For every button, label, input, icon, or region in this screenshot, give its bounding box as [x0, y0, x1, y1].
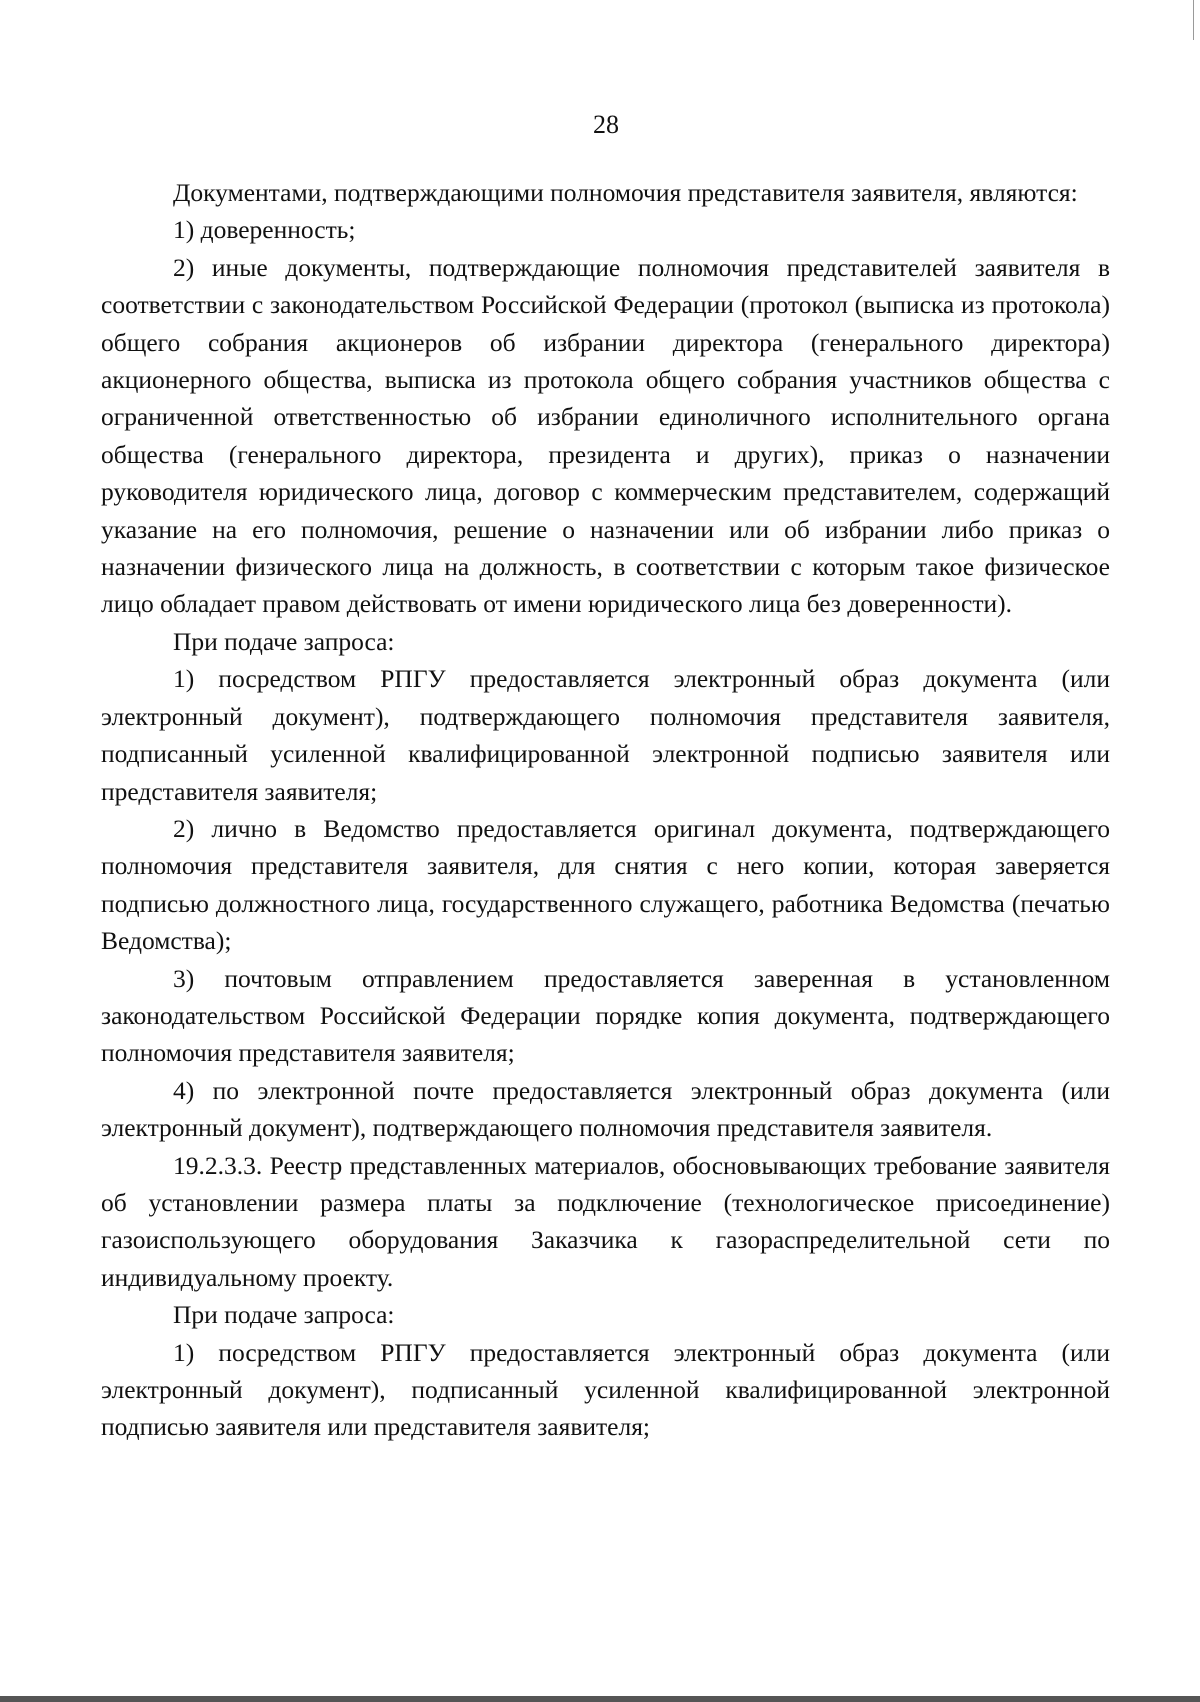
- scan-edge-line: [1193, 0, 1194, 40]
- paragraph-submission-2-1: 1) посредством РПГУ предоставляется электронный образ документа (или электронный документ), подписанный усиленной квалифицированной электронной подписью заявителя или представителя заявителя;: [101, 1337, 1110, 1442]
- paragraph-submission-4: 4) по электронной почте предоставляется электронный образ документа (или электронный документ), подтверждающего полномочия представителя заявителя.: [101, 1075, 1110, 1143]
- paragraph-item-2: 2) иные документы, подтверждающие полномочия представителей заявителя в соответствии с законодательством Российской Федерации (протокол (выписка из протокола) общего собрания акционеров об избрании директора (генерального директора) акционерного общества, выписка из протокола общего собрания участников общества с ограниченной ответственностью об избрании единоличного исполнительного органа общества (генерального директора, президента и других), приказ о назначении руководителя юридического лица, договор с коммерческим представителем, содержащий указание на его полномочия, решение о назначении или об избрании либо приказ о назначении физического лица на должность, в соответствии с которым такое физическое лицо обладает правом действовать от имени юридического лица без доверенности).: [101, 252, 1110, 619]
- body-text: [101, 174, 1110, 1446]
- paragraph-item-1: 1) доверенность;: [173, 215, 356, 245]
- paragraph-submission-1: 1) посредством РПГУ предоставляется электронный образ документа (или электронный документ), подтверждающего полномочия представителя заявителя, подписанный усиленной квалифицированной электронной подписью заявителя или представителя заявителя;: [101, 664, 1110, 806]
- paragraph-submission-2: 2) лично в Ведомство предоставляется оригинал документа, подтверждающего полномочия представителя заявителя, для снятия с него копии, которая заверяется подписью должностного лица, государственного служащего, работника Ведомства (печатью Ведомства);: [101, 813, 1110, 956]
- paragraph-submission-heading-2: При подаче запроса:: [173, 1300, 395, 1330]
- paragraph-section-19-2-3-3: 19.2.3.3. Реестр представленных материалов, обосновывающих требование заявителя об установлении размера платы за подключение (технологическое присоединение) газоиспользующего оборудования Заказчика к газораспределительной сети по индивидуальному проекту.: [101, 1150, 1110, 1292]
- paragraph-intro: Документами, подтверждающими полномочия представителя заявителя, являются:: [173, 178, 1078, 207]
- page-number: 28: [593, 110, 619, 139]
- scan-edge-bottom: [0, 1696, 1200, 1702]
- paragraph-submission-heading: При подаче запроса:: [173, 626, 395, 656]
- paragraph-submission-3: 3) почтовым отправлением предоставляется заверенная в установленном законодательством Российской Федерации порядке копия документа, подтверждающего полномочия представителя заявителя;: [101, 963, 1110, 1068]
